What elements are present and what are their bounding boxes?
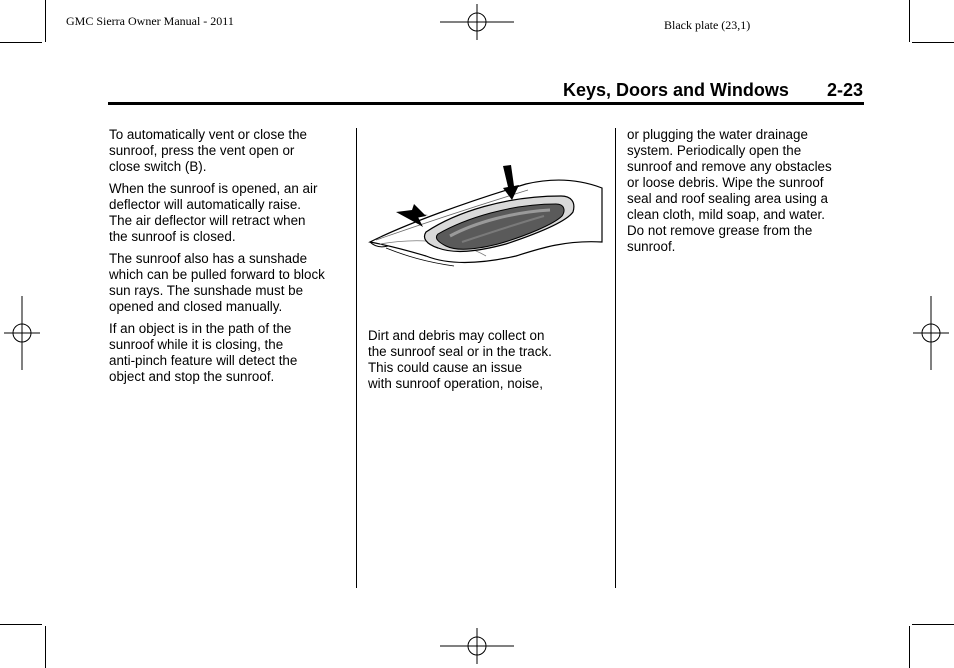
- paragraph: To automatically vent or close the sunroof, press the vent open or close switch (B).: [109, 127, 307, 174]
- paragraph: When the sunroof is opened, an air deflector will automatically raise. The air deflector will retract when the sunroof is closed.: [109, 181, 318, 244]
- paragraph: If an object is in the path of the sunroof while it is closing, the anti-pinch feature will detect the object and stop the sunroof.: [109, 321, 298, 384]
- column-divider: [356, 128, 357, 588]
- sunroof-illustration-icon: [366, 160, 606, 278]
- column-2: [368, 328, 608, 398]
- paragraph: Dirt and debris may collect on the sunroof seal or in the track. This could cause an issue with sunroof operation, noise,: [368, 328, 552, 391]
- paragraph: The sunroof also has a sunshade which can be pulled forward to block sun rays. The sunshade must be opened and closed manually.: [109, 251, 325, 314]
- header-rule: [108, 102, 864, 105]
- paragraph: or plugging the water drainage system. Periodically open the sunroof and remove any obstacles or loose debris. Wipe the sunroof seal and roof sealing area using a clean cloth, mild soap, and water. Do not remove grease from the sunroof.: [627, 127, 832, 254]
- manual-title: GMC Sierra Owner Manual - 2011: [66, 14, 234, 28]
- page-number: 2-23: [827, 80, 864, 100]
- plate-label: Black plate (23,1): [664, 18, 751, 32]
- section-title: Keys, Doors and Windows: [563, 80, 789, 100]
- column-divider: [615, 128, 616, 588]
- column-1: [109, 127, 349, 391]
- column-3: [627, 127, 867, 261]
